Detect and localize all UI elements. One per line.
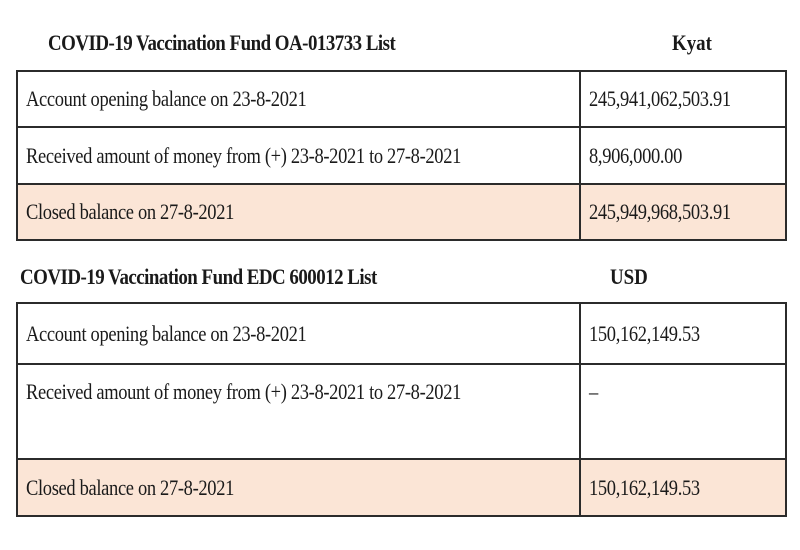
received-amount-row: [17, 364, 786, 459]
row-value: 245,941,062,503.91: [580, 71, 786, 127]
row-value: 150,162,149.53: [580, 303, 786, 364]
row-value: 8,906,000.00: [580, 127, 786, 184]
row-label: Account opening balance on 23-8-2021: [17, 71, 580, 127]
row-label: Closed balance on 27-8-2021: [17, 184, 580, 240]
closed-balance-row: [17, 184, 786, 240]
fund2-table: [16, 302, 787, 517]
fund1-table: [16, 70, 787, 241]
row-value: –: [580, 364, 786, 459]
fund1-title: COVID-19 Vaccination Fund OA-013733 List: [48, 30, 396, 55]
row-value: 245,949,968,503.91: [580, 184, 786, 240]
closed-balance-row: [17, 459, 786, 516]
opening-balance-row: [17, 303, 786, 364]
fund1-currency-label: Kyat: [672, 30, 712, 55]
row-label: Closed balance on 27-8-2021: [17, 459, 580, 516]
row-label: Received amount of money from (+) 23-8-2021 to 27-8-2021: [17, 127, 580, 184]
row-label: Account opening balance on 23-8-2021: [17, 303, 580, 364]
row-value: 150,162,149.53: [580, 459, 786, 516]
row-label: Received amount of money from (+) 23-8-2021 to 27-8-2021: [17, 364, 580, 459]
received-amount-row: [17, 127, 786, 184]
fund2-title: COVID-19 Vaccination Fund EDC 600012 List: [20, 264, 377, 289]
opening-balance-row: [17, 71, 786, 127]
fund2-currency-label: USD: [610, 264, 648, 289]
